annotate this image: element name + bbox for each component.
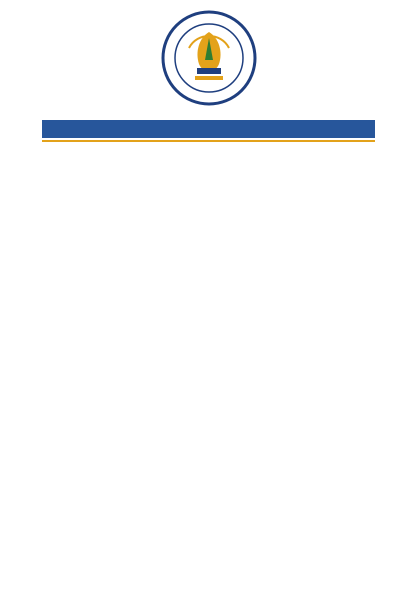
announcement-banner (42, 120, 375, 138)
body-paragraph-2 (42, 472, 375, 572)
sercc-emblem-icon (159, 8, 259, 108)
banner-divider (42, 140, 375, 142)
sercc-logo (0, 8, 417, 108)
body-paragraph-1 (42, 247, 375, 467)
